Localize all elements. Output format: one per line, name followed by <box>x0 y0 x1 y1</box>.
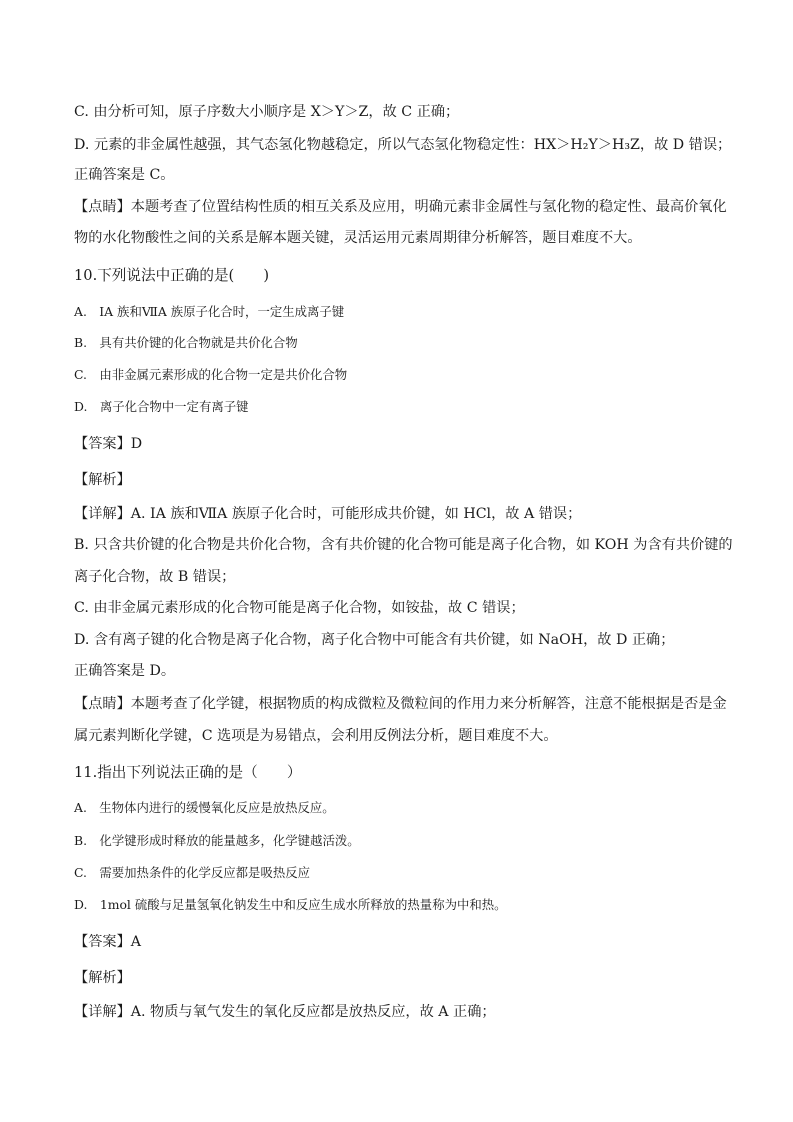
answer-label: 【答案】A <box>74 934 141 950</box>
text-line: D. 元素的非金属性越强，其气态氢化物越稳定，所以气态氢化物稳定性：HX＞H₂Y＞H₃Z，故 D 错误； <box>74 137 732 153</box>
text-line: 【点睛】本题考查了位置结构性质的相互关系及应用，明确元素非金属性与氢化物的稳定性、最高价氧化 <box>74 199 727 215</box>
text-line: C. 由分析可知，原子序数大小顺序是 X＞Y＞Z，故 C 正确； <box>74 104 460 120</box>
answer-label: 【答案】D <box>74 436 143 452</box>
text-line: 物的水化物酸性之间的关系是解本题关键，灵活运用元素周期律分析解答，题目难度不大。 <box>74 230 642 246</box>
text-line: 离子化合物，故 B 错误； <box>74 569 236 585</box>
text-line: 属元素判断化学键，C 选项是为易错点，会利用反例法分析，题目难度不大。 <box>74 728 558 744</box>
question-10-stem: 10.下列说法中正确的是( ) <box>74 267 270 284</box>
question-10-option-b: B. 具有共价键的化合物就是共价化合物 <box>74 335 298 350</box>
question-11-option-c: C. 需要加热条件的化学反应都是吸热反应 <box>74 865 311 880</box>
question-11-option-a: A. 生物体内进行的缓慢氧化反应是放热反应。 <box>74 800 335 815</box>
question-11-stem: 11.指出下列说法正确的是（ ） <box>74 764 302 781</box>
question-11-option-b: B. 化学键形成时释放的能量越多，化学键越活泼。 <box>74 833 360 848</box>
text-line: D. 含有离子键的化合物是离子化合物，离子化合物中可能含有共价键，如 NaOH，故 D 正确； <box>74 632 675 648</box>
text-line: 【详解】A. ⅠA 族和ⅦA 族原子化合时，可能形成共价键，如 HCl，故 A 错误； <box>74 506 582 522</box>
question-10-option-c: C. 由非金属元素形成的化合物一定是共价化合物 <box>74 367 348 382</box>
analysis-label: 【解析】 <box>74 472 131 488</box>
analysis-label: 【解析】 <box>74 970 131 986</box>
question-10-option-d: D. 离子化合物中一定有离子键 <box>74 399 249 414</box>
text-line: 【点睛】本题考查了化学键，根据物质的构成微粒及微粒间的作用力来分析解答，注意不能根据是否是金 <box>74 696 727 712</box>
question-10-option-a: A. IA 族和ⅦA 族原子化合时，一定生成离子键 <box>74 304 345 319</box>
text-line: B. 只含共价键的化合物是共价化合物，含有共价键的化合物可能是离子化合物，如 KOH 为含有共价键的 <box>74 537 733 553</box>
text-line: 正确答案是 C。 <box>74 167 175 183</box>
text-line: 【详解】A. 物质与氧气发生的氧化反应都是放热反应，故 A 正确； <box>74 1004 496 1020</box>
text-line: C. 由非金属元素形成的化合物可能是离子化合物，如铵盐，故 C 错误； <box>74 600 525 616</box>
text-line: 正确答案是 D。 <box>74 663 176 679</box>
question-11-option-d: D. 1mol 硫酸与足量氢氧化钠发生中和反应生成水所释放的热量称为中和热。 <box>74 897 507 912</box>
